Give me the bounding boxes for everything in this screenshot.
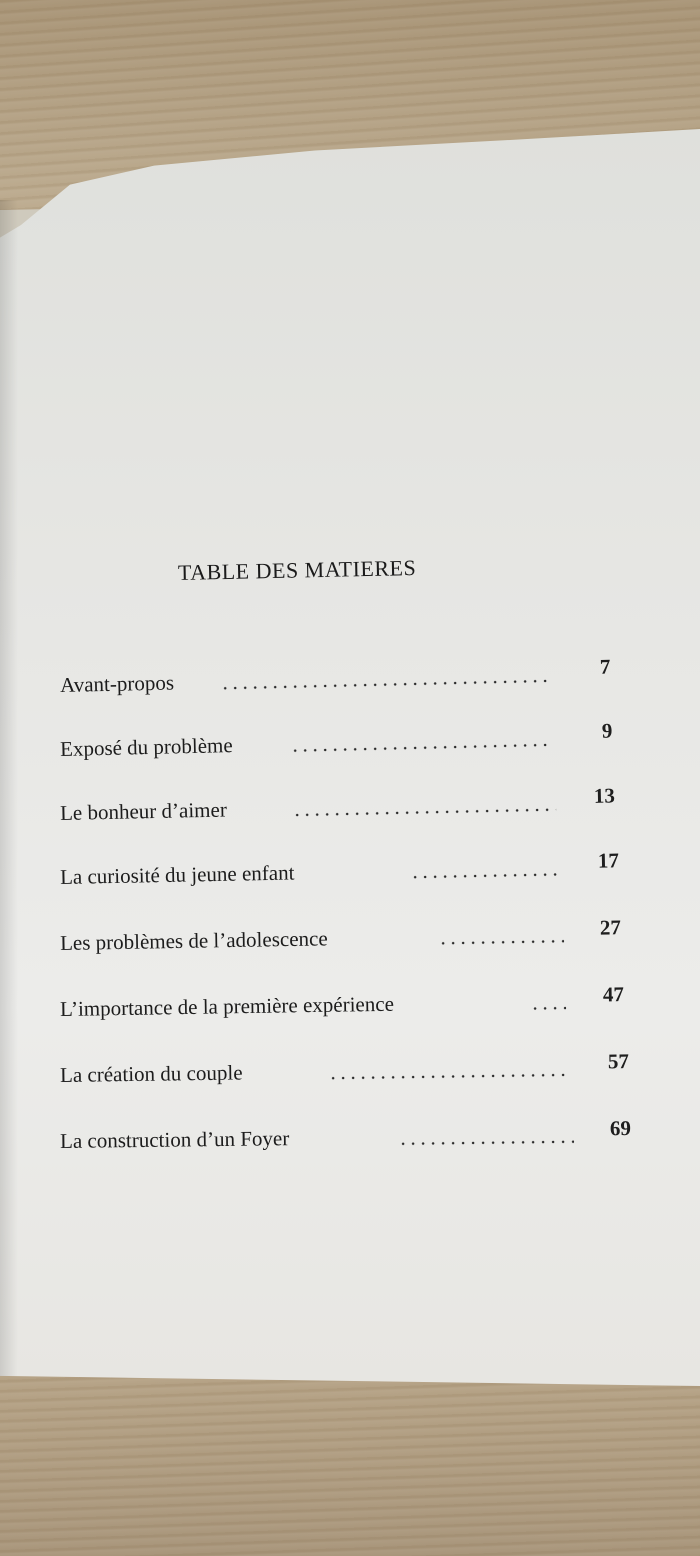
toc-entry-title: L’importance de la première expérience xyxy=(59,991,395,1021)
dot-leader xyxy=(398,1140,574,1146)
toc-entry-title: Exposé du problème xyxy=(59,733,233,761)
dot-leader xyxy=(438,939,564,945)
wooden-table-bottom xyxy=(0,1360,700,1556)
toc-entry-title: La construction d’un Foyer xyxy=(59,1126,290,1153)
page-title: TABLE DES MATIERES xyxy=(177,555,417,585)
dot-leader xyxy=(410,872,560,879)
toc-entry-page-number: 17 xyxy=(597,848,620,873)
dot-leader xyxy=(292,808,556,818)
dot-leader xyxy=(530,1006,566,1011)
toc-entry xyxy=(60,1113,640,1154)
toc-entry-title: Le bonheur d’aimer xyxy=(59,797,228,825)
toc-entry-page-number: 47 xyxy=(602,982,625,1007)
toc-entry-page-number: 69 xyxy=(609,1116,632,1141)
toc-entry-title: La création du couple xyxy=(59,1060,243,1087)
page-spine-shadow xyxy=(0,200,18,1376)
dot-leader xyxy=(290,743,552,753)
toc-entry-title: La curiosité du jeune enfant xyxy=(59,860,295,889)
toc-entry-title: Avant-propos xyxy=(59,670,175,697)
toc-entry-page-number: 57 xyxy=(607,1049,630,1074)
dot-leader xyxy=(328,1073,568,1080)
toc-entry-page-number: 7 xyxy=(599,654,611,679)
toc-entry-title: Les problèmes de l’adolescence xyxy=(59,926,328,955)
toc-entry-page-number: 9 xyxy=(601,718,613,743)
toc-entry-page-number: 13 xyxy=(593,783,616,808)
toc-entry-page-number: 27 xyxy=(599,915,622,940)
